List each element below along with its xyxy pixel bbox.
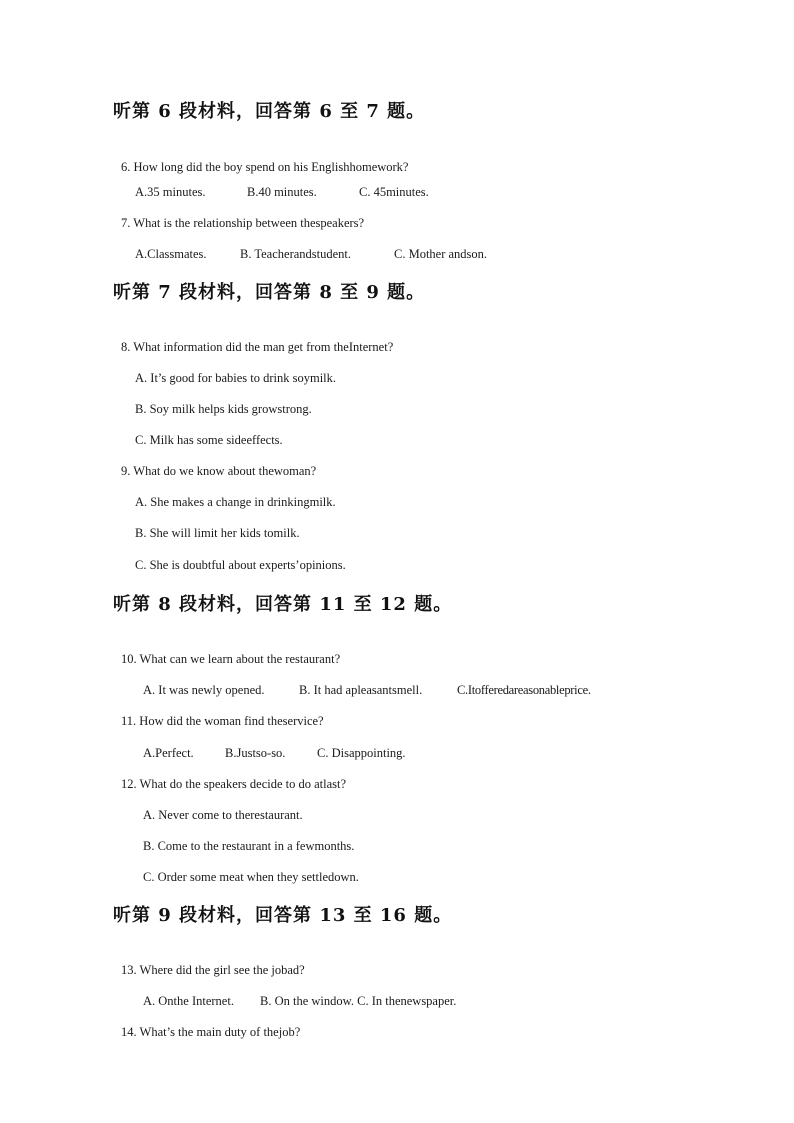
answer-option: B.Justso-so. <box>225 746 286 760</box>
question-stem: 10. What can we learn about the restaurant? <box>121 652 341 666</box>
question-stem: 14. What’s the main duty of thejob? <box>121 1025 301 1039</box>
answer-option: C. Disappointing. <box>317 746 406 760</box>
question-stem: 11. How did the woman find theservice? <box>121 714 324 728</box>
question-stem: 13. Where did the girl see the jobad? <box>121 963 305 977</box>
answer-option: C. 45minutes. <box>359 185 429 199</box>
answer-option: C. Order some meat when they settledown. <box>143 870 359 884</box>
answer-option: A.Classmates. <box>135 247 207 261</box>
answer-option: A. Never come to therestaurant. <box>143 808 303 822</box>
answer-option: C.Itofferedareasonableprice. <box>457 683 591 697</box>
answer-option: A. She makes a change in drinkingmilk. <box>135 495 336 509</box>
answer-option: A.Perfect. <box>143 746 194 760</box>
answer-option: B. It had apleasantsmell. <box>299 683 423 697</box>
section-heading: 听第 7 段材料，回答第 8 至 9 题。 <box>113 282 426 303</box>
answer-option: B. Soy milk helps kids growstrong. <box>135 402 312 416</box>
answer-option: C. Mother andson. <box>394 247 488 261</box>
section-heading: 听第 6 段材料，回答第 6 至 7 题。 <box>113 101 426 122</box>
question-stem: 8. What information did the man get from theInternet? <box>121 340 394 354</box>
answer-option: C. Milk has some sideeffects. <box>135 433 283 447</box>
question-stem: 7. What is the relationship between thespeakers? <box>121 216 365 230</box>
answer-option: B.40 minutes. <box>247 185 317 199</box>
question-stem: 9. What do we know about thewoman? <box>121 464 317 478</box>
answer-option: A.35 minutes. <box>135 185 206 199</box>
question-stem: 12. What do the speakers decide to do atlast? <box>121 777 347 791</box>
section-heading: 听第 8 段材料，回答第 11 至 12 题。 <box>113 594 453 615</box>
section-heading: 听第 9 段材料，回答第 13 至 16 题。 <box>113 905 453 926</box>
answer-option: C. She is doubtful about experts’opinions. <box>135 558 346 572</box>
question-stem: 6. How long did the boy spend on his Englishhomework? <box>121 160 409 174</box>
answer-option: B. On the window. C. In thenewspaper. <box>260 994 457 1008</box>
answer-option: B. Come to the restaurant in a fewmonths. <box>143 839 355 853</box>
answer-option: A. It was newly opened. <box>143 683 265 697</box>
answer-option: B. She will limit her kids tomilk. <box>135 526 300 540</box>
answer-option: B. Teacherandstudent. <box>240 247 352 261</box>
answer-option: A. Onthe Internet. <box>143 994 234 1008</box>
answer-option: A. It’s good for babies to drink soymilk. <box>135 371 337 385</box>
